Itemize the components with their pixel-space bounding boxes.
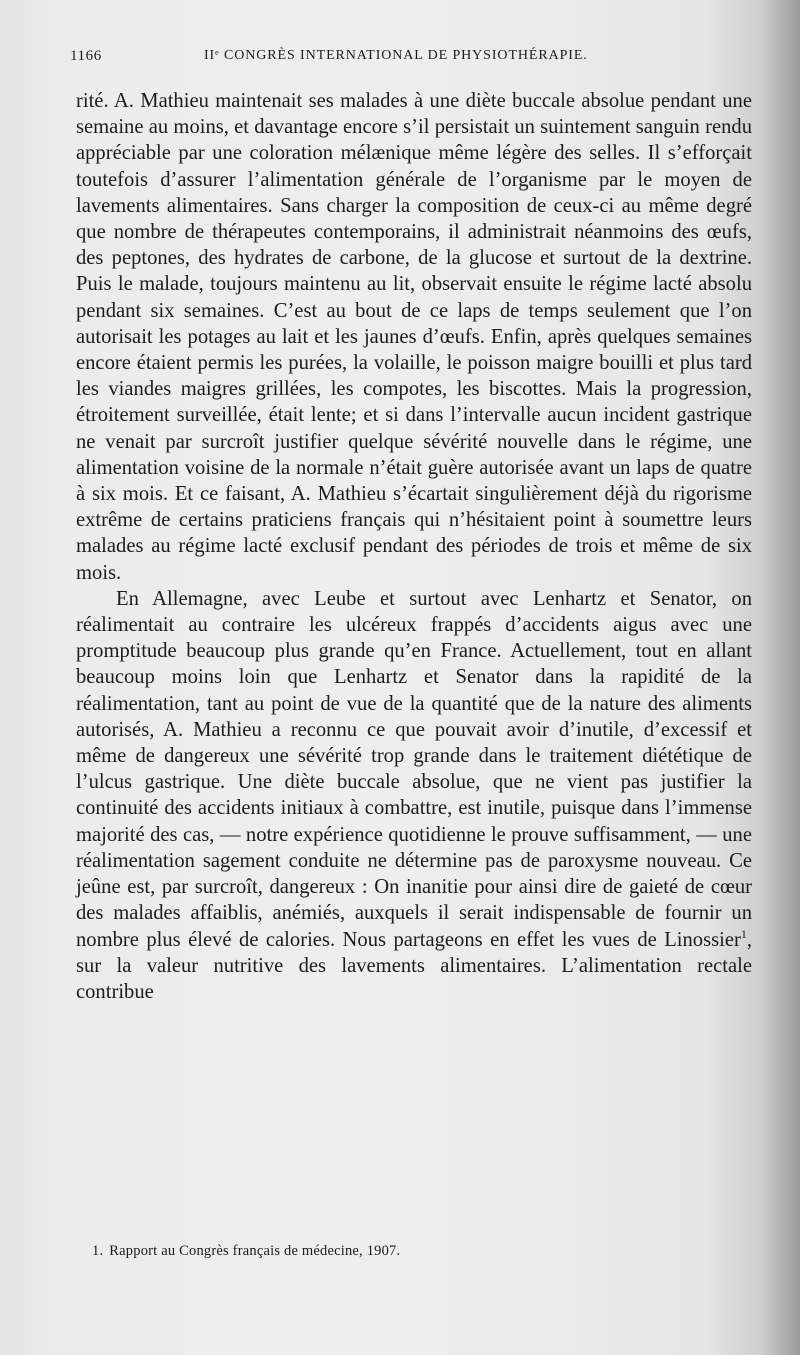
running-title: IIᵉ CONGRÈS INTERNATIONAL DE PHYSIOTHÉRAPIE.	[204, 48, 588, 63]
paragraph-2	[76, 586, 752, 1005]
book-page	[70, 40, 752, 1005]
paragraph-2-text: En Allemagne, avec Leube et surtout avec Lenhartz et Senator, on réalimentait au contraire les ulcéreux frappés d’accidents aigus avec une promptitude beaucoup plus grande qu’en France. Actuellement, tout en allant beaucoup moins loin que Lenhartz et Senator dans la rapidité de la réalimentation, tant au point de vue de la quantité que de la nature des aliments autorisés, A. Mathieu a reconnu ce que pouvait avoir d’inutile, d’excessif et même de dangereux une sévérité trop grande dans le traitement diététique de l’ulcus gastrique. Une diète buccale absolue, que ne vient pas justifier la continuité des accidents initiaux à combattre, est inutile, puisque dans l’immense majorité des cas, — notre expérience quotidienne le prouve suffisamment, — une réalimentation sagement conduite ne détermine pas de paroxysme nouveau. Ce jeûne est, par surcroît, dangereux : On inanitie pour ainsi dire de gaieté de cœur des malades affaiblis, anémiés, auxquels il serait indispensable de fournir un nombre plus élevé de calories. Nous partageons en effet les vues de Linossier	[76, 587, 752, 951]
footnote-reference[interactable]: 1	[740, 926, 747, 941]
running-header	[70, 48, 752, 76]
footnote-text: Rapport au Congrès français de médecine, 1907.	[109, 1243, 401, 1259]
paragraph-1: rité. A. Mathieu maintenait ses malades à une diète buccale absolue pendant une semaine au moins, et davantage encore s’il persistait un suintement sanguin rendu appréciable par une coloration mélænique même légère des selles. Il s’efforçait toutefois d’assurer l’alimentation générale de l’organisme par le moyen de lavements alimentaires. Sans charger la composition de ceux-ci au même degré que nombre de thérapeutes contemporains, il administrait néanmoins des œufs, des peptones, des hydrates de carbone, de la glucose et surtout de la dextrine. Puis le malade, toujours maintenu au lit, observait ensuite le régime lacté absolu pendant six semaines. C’est au bout de ce laps de temps seulement que l’on autorisait les potages au lait et les jaunes d’œufs. Enfin, après quelques semaines encore étaient permis les purées, la volaille, le poisson maigre bouilli et plus tard les viandes maigres grillées, les compotes, les biscottes. Mais la progression, étroitement surveillée, était lente; et si dans l’intervalle aucun incident gastrique ne venait par surcroît justifier quelque sévérité nouvelle dans le régime, une alimentation voisine de la normale n’était guère autorisée avant un laps de quatre à six mois. Et ce faisant, A. Mathieu s’écartait singulièrement déjà du rigorisme extrême de certains praticiens français qui n’hésitaient point à soumettre leurs malades au régime lacté exclusif pendant des périodes de trois et même de six mois.	[76, 90, 752, 584]
footnote-number: 1.	[92, 1243, 104, 1259]
main-text	[76, 88, 752, 1005]
footnote	[92, 1243, 400, 1260]
paragraph-2-end: , sur la valeur nutritive des lavements alimentaires. L’alimentation rectale contribue	[76, 928, 752, 1003]
page-number: 1166	[70, 48, 102, 64]
